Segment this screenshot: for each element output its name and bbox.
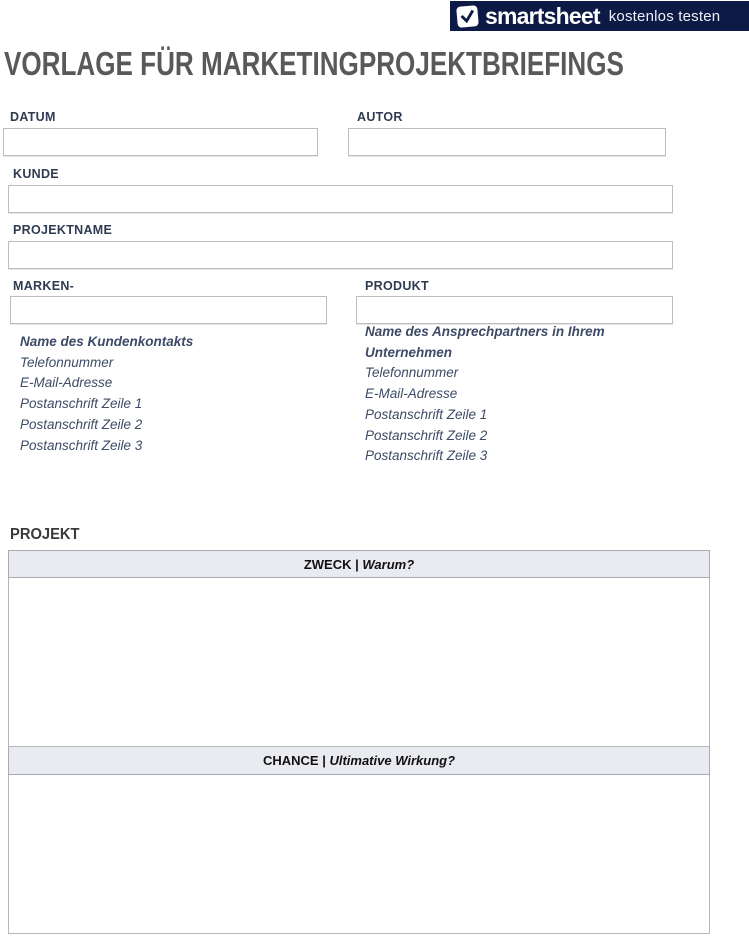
produkt-input[interactable]: [356, 296, 673, 324]
company-contact-email: E-Mail-Adresse: [365, 386, 458, 402]
client-contact-address2: Postanschrift Zeile 2: [20, 416, 143, 432]
zweck-header-title: ZWECK: [303, 556, 352, 572]
company-contact-address1: Postanschrift Zeile 1: [365, 406, 488, 422]
client-contact-email: E-Mail-Adresse: [20, 375, 113, 391]
chance-header-separator: |: [318, 753, 330, 768]
produkt-label: PRODUKT: [365, 279, 429, 293]
company-contact-phone: Telefonnummer: [365, 365, 459, 381]
chance-header-row: [8, 747, 710, 775]
autor-input[interactable]: [348, 128, 666, 156]
banner-cta-label[interactable]: kostenlos testen: [608, 7, 721, 25]
company-contact-address3: Postanschrift Zeile 3: [365, 448, 488, 464]
page-title: VORLAGE FÜR MARKETINGPROJEKTBRIEFINGS: [4, 45, 624, 82]
kunde-label: KUNDE: [13, 167, 59, 181]
chance-header-question: Ultimative Wirkung?: [329, 753, 456, 768]
smartsheet-check-icon: [456, 5, 479, 28]
company-contact-address2: Postanschrift Zeile 2: [365, 427, 488, 443]
client-contact-address1: Postanschrift Zeile 1: [20, 396, 143, 412]
projektname-label: PROJEKTNAME: [13, 223, 113, 237]
chance-content-input[interactable]: [9, 775, 709, 933]
zweck-header-row: [8, 550, 710, 578]
chance-header-title: CHANCE: [262, 753, 319, 768]
chance-content-cell: [8, 775, 710, 934]
company-contact-name: Name des Ansprechpartners in Ihrem Unternehmen: [365, 324, 605, 360]
marken-label: MARKEN-: [13, 279, 75, 293]
datum-label: DATUM: [10, 110, 56, 124]
smartsheet-promo-banner[interactable]: [450, 1, 749, 31]
kunde-input[interactable]: [8, 185, 673, 213]
projektname-input[interactable]: [8, 241, 673, 269]
marken-input[interactable]: [10, 296, 327, 324]
autor-label: AUTOR: [357, 110, 403, 124]
client-contact-block: [20, 332, 320, 456]
smartsheet-wordmark: smartsheet: [485, 2, 600, 29]
zweck-content-input[interactable]: [9, 578, 709, 746]
company-contact-block: [365, 322, 615, 467]
project-table: [8, 550, 710, 934]
client-contact-phone: Telefonnummer: [20, 354, 114, 370]
client-contact-address3: Postanschrift Zeile 3: [20, 437, 143, 453]
project-section-heading: PROJEKT: [10, 526, 80, 543]
zweck-header-separator: |: [351, 556, 363, 572]
client-contact-name: Name des Kundenkontakts: [20, 334, 194, 349]
zweck-header-question: Warum?: [362, 556, 415, 572]
datum-input[interactable]: [3, 128, 318, 156]
zweck-content-cell: [8, 578, 710, 747]
